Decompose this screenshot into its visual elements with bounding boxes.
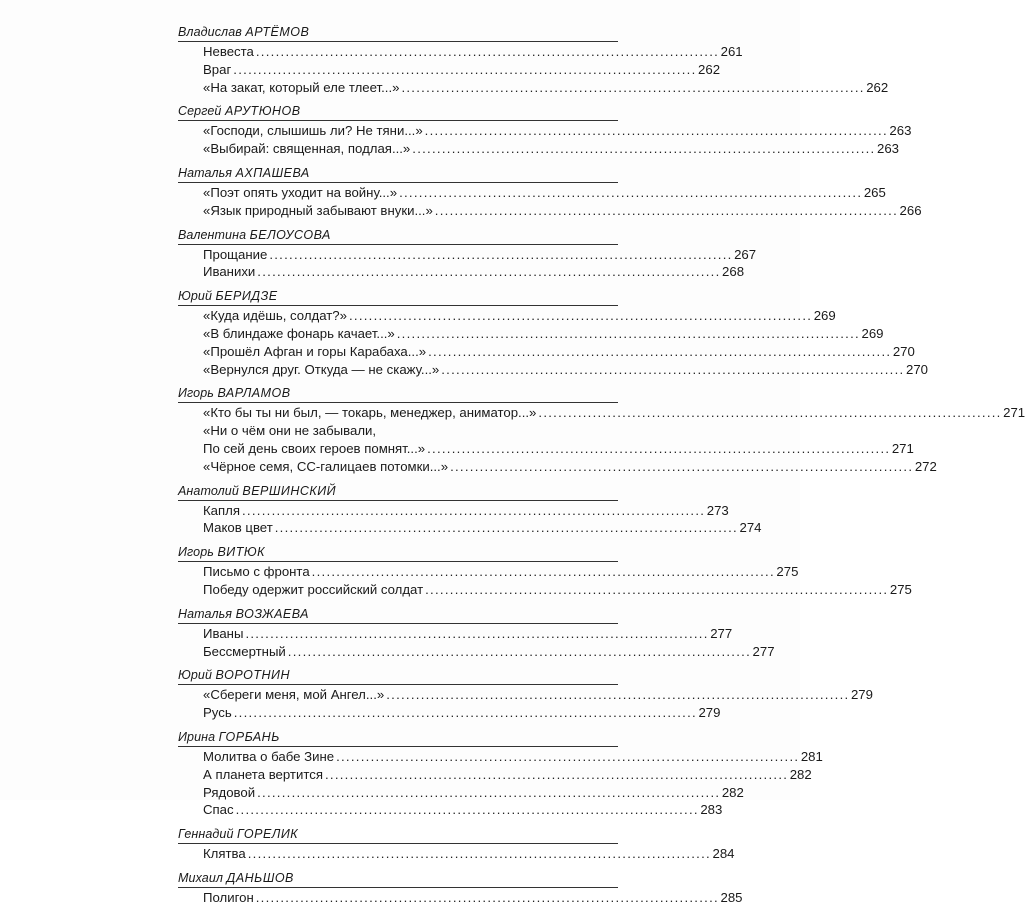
toc-entry-title: Невеста bbox=[203, 44, 254, 59]
toc-entry bbox=[203, 704, 721, 722]
toc-entry-title: Иваны bbox=[203, 625, 244, 641]
toc-entry-page-number: 270 bbox=[905, 361, 928, 377]
toc-entry bbox=[203, 801, 723, 819]
author-heading bbox=[178, 102, 618, 121]
toc-entry-title: Маков цвет bbox=[203, 520, 273, 536]
toc-entry-title: «В блиндаже фонарь качает...» bbox=[203, 325, 395, 341]
dot-leader bbox=[256, 889, 717, 907]
author-heading bbox=[178, 605, 618, 624]
dot-leader bbox=[397, 325, 858, 343]
table-of-contents bbox=[178, 23, 1025, 913]
author-last-name: ВИТЮК bbox=[217, 545, 265, 560]
author-section bbox=[178, 23, 889, 96]
author-section bbox=[178, 226, 757, 282]
toc-entry-page-number: 269 bbox=[813, 308, 836, 324]
author-section bbox=[178, 384, 1025, 475]
toc-entry-title: Враг bbox=[203, 61, 232, 77]
toc-entry bbox=[203, 889, 743, 907]
toc-entry-page-number: 279 bbox=[698, 705, 721, 721]
author-heading bbox=[178, 384, 618, 403]
toc-entry-title: Рядовой bbox=[203, 784, 256, 800]
toc-entry bbox=[203, 458, 937, 476]
toc-entry bbox=[203, 766, 812, 784]
toc-entry-page-number: 263 bbox=[889, 123, 912, 139]
toc-entry-title: Иванихи bbox=[203, 264, 256, 280]
author-last-name: ДАНЬШОВ bbox=[226, 870, 294, 885]
author-section bbox=[178, 543, 912, 599]
toc-entry bbox=[203, 643, 775, 661]
toc-entry-title: «Кто бы ты ни был, — токарь, менеджер, аниматор...» bbox=[203, 405, 537, 421]
toc-entry-page-number: 269 bbox=[861, 325, 884, 341]
author-first-name: Наталья bbox=[178, 606, 233, 621]
dot-leader bbox=[288, 643, 749, 661]
toc-entry-page-number: 275 bbox=[776, 564, 799, 580]
toc-entry-page-number: 261 bbox=[720, 44, 743, 59]
toc-entry bbox=[203, 43, 743, 61]
dot-leader bbox=[538, 404, 999, 422]
toc-entry-title: «Сбереги меня, мой Ангел...» bbox=[203, 687, 385, 703]
dot-leader bbox=[386, 686, 847, 704]
author-first-name: Наталья bbox=[178, 165, 233, 180]
toc-entry-page-number: 285 bbox=[720, 889, 743, 905]
toc-entry-title: «Выбирай: священная, подлая...» bbox=[203, 141, 411, 157]
dot-leader bbox=[257, 784, 718, 802]
toc-entry-page-number: 265 bbox=[863, 184, 886, 200]
dot-leader bbox=[450, 458, 911, 476]
author-heading bbox=[178, 482, 618, 501]
toc-entry-title: Бессмертный bbox=[203, 643, 286, 659]
toc-entry-page-number: 282 bbox=[789, 766, 812, 782]
dot-leader bbox=[412, 140, 873, 158]
toc-entry-page-number: 262 bbox=[866, 79, 889, 95]
dot-leader bbox=[349, 307, 810, 325]
toc-entry-page-number: 271 bbox=[891, 440, 914, 456]
author-first-name: Игорь bbox=[178, 386, 214, 401]
toc-entry-title: «Поэт опять уходит на войну...» bbox=[203, 184, 398, 200]
author-section bbox=[178, 102, 912, 158]
toc-entry bbox=[203, 361, 928, 379]
toc-entry-page-number: 270 bbox=[892, 343, 915, 359]
toc-entry bbox=[203, 61, 721, 79]
toc-entry-page-number: 262 bbox=[698, 61, 721, 77]
author-section bbox=[178, 164, 922, 220]
author-last-name: ВАРЛАМОВ bbox=[217, 386, 291, 401]
author-last-name: ВЕРШИНСКИЙ bbox=[242, 483, 337, 498]
dot-leader bbox=[236, 801, 697, 819]
author-section bbox=[178, 482, 762, 538]
author-first-name: Валентина bbox=[178, 227, 247, 242]
toc-entry-title: Капля bbox=[203, 502, 240, 518]
toc-entry-title: По сей день своих героев помнят...» bbox=[203, 440, 426, 456]
toc-entry-title: «Господи, слышишь ли? Не тяни...» bbox=[203, 123, 423, 139]
author-last-name: БЕРИДЗЕ bbox=[215, 289, 278, 304]
author-first-name: Сергей bbox=[178, 104, 222, 119]
toc-entry-title: Полигон bbox=[203, 889, 254, 905]
toc-entry bbox=[203, 845, 735, 863]
author-heading bbox=[178, 543, 618, 562]
toc-entry bbox=[203, 563, 799, 581]
author-last-name: АРУТЮНОВ bbox=[224, 104, 301, 119]
author-last-name: АХПАШЕВА bbox=[235, 165, 310, 180]
dot-leader bbox=[234, 704, 695, 722]
toc-entry bbox=[203, 79, 889, 97]
toc-entry bbox=[203, 263, 745, 281]
toc-entry bbox=[203, 440, 914, 458]
toc-entry-page-number: 272 bbox=[914, 458, 937, 474]
author-heading bbox=[178, 23, 618, 42]
author-section bbox=[178, 666, 873, 722]
toc-entry-title: «На закат, который еле тлеет...» bbox=[203, 79, 400, 95]
dot-leader bbox=[401, 79, 862, 97]
toc-entry-title: «Вернулся друг. Откуда — не скажу...» bbox=[203, 361, 440, 377]
dot-leader bbox=[428, 343, 889, 361]
toc-entry-page-number: 274 bbox=[739, 520, 762, 536]
dot-leader bbox=[425, 122, 886, 140]
author-section bbox=[178, 605, 775, 661]
toc-entry bbox=[203, 184, 886, 202]
toc-entry bbox=[203, 140, 900, 158]
author-last-name: АРТЁМОВ bbox=[245, 25, 310, 39]
author-section bbox=[178, 869, 743, 907]
author-heading bbox=[178, 825, 618, 844]
author-first-name: Юрий bbox=[178, 668, 213, 683]
dot-leader bbox=[245, 625, 706, 643]
dot-leader bbox=[269, 246, 730, 264]
author-heading bbox=[178, 666, 618, 685]
toc-entry bbox=[203, 502, 729, 520]
toc-entry bbox=[203, 307, 836, 325]
dot-leader bbox=[441, 361, 902, 379]
toc-entry-page-number: 263 bbox=[877, 141, 900, 157]
toc-entry-title: Русь bbox=[203, 705, 232, 721]
author-last-name: ВОЗЖАЕВА bbox=[235, 606, 310, 621]
toc-entry bbox=[203, 246, 757, 264]
toc-entry bbox=[203, 202, 922, 220]
toc-entry-page-number: 267 bbox=[734, 246, 757, 262]
toc-entry-title: Прощание bbox=[203, 246, 268, 262]
author-first-name: Геннадий bbox=[178, 827, 234, 842]
toc-entry bbox=[203, 343, 915, 361]
author-last-name: БЕЛОУСОВА bbox=[249, 227, 331, 242]
dot-leader bbox=[427, 440, 888, 458]
toc-entry-page-number: 266 bbox=[899, 202, 922, 218]
dot-leader bbox=[248, 845, 709, 863]
toc-entry-page-number: 284 bbox=[712, 846, 735, 862]
author-heading bbox=[178, 728, 618, 747]
dot-leader bbox=[257, 263, 718, 281]
toc-entry-title: Клятва bbox=[203, 846, 246, 862]
author-section bbox=[178, 728, 823, 819]
toc-entry bbox=[203, 784, 744, 802]
dot-leader bbox=[256, 43, 717, 61]
toc-entry bbox=[203, 581, 912, 599]
toc-entry-page-number: 283 bbox=[700, 802, 723, 818]
toc-entry-title: «Прошёл Афган и горы Карабаха...» bbox=[203, 343, 427, 359]
toc-entry-title: «Чёрное семя, СС-галицаев потомки...» bbox=[203, 458, 449, 474]
author-heading bbox=[178, 869, 618, 888]
toc-entry-page-number: 277 bbox=[710, 625, 733, 641]
author-section bbox=[178, 825, 735, 863]
dot-leader bbox=[312, 563, 773, 581]
dot-leader bbox=[275, 519, 736, 537]
toc-entry-title: Спас bbox=[203, 802, 234, 818]
toc-entry bbox=[203, 625, 733, 643]
toc-entry-title: Победу одержит российский солдат bbox=[203, 581, 424, 597]
dot-leader bbox=[435, 202, 896, 220]
toc-entry bbox=[203, 325, 884, 343]
toc-entry-title: «Язык природный забывают внуки...» bbox=[203, 202, 433, 218]
toc-entry bbox=[203, 404, 1025, 422]
author-first-name: Владислав bbox=[178, 25, 242, 39]
toc-entry bbox=[203, 686, 873, 704]
toc-entry-page-number: 281 bbox=[800, 748, 823, 764]
author-first-name: Михаил bbox=[178, 870, 224, 885]
toc-entry-page-number: 275 bbox=[889, 581, 912, 597]
author-heading bbox=[178, 164, 618, 183]
toc-entry-page-number: 277 bbox=[752, 643, 775, 659]
toc-entry-title-line: «Ни о чём они не забывали, bbox=[203, 423, 377, 439]
author-first-name: Ирина bbox=[178, 729, 216, 744]
author-first-name: Юрий bbox=[178, 289, 213, 304]
author-last-name: ВОРОТНИН bbox=[215, 668, 291, 683]
dot-leader bbox=[325, 766, 786, 784]
author-first-name: Игорь bbox=[178, 545, 214, 560]
dot-leader bbox=[336, 748, 797, 766]
author-heading bbox=[178, 226, 618, 245]
dot-leader bbox=[233, 61, 694, 79]
author-last-name: ГОРБАНЬ bbox=[218, 729, 280, 744]
toc-entry bbox=[203, 748, 823, 766]
toc-entry-title: «Куда идёшь, солдат?» bbox=[203, 308, 347, 324]
toc-entry-page-number: 279 bbox=[850, 687, 873, 703]
author-section bbox=[178, 287, 928, 378]
dot-leader bbox=[399, 184, 860, 202]
author-last-name: ГОРЕЛИК bbox=[237, 827, 299, 842]
toc-entry-page-number: 282 bbox=[721, 784, 744, 800]
toc-entry-page-number: 271 bbox=[1003, 405, 1025, 421]
toc-entry-page-number: 273 bbox=[706, 502, 729, 518]
toc-entry-title: Молитва о бабе Зине bbox=[203, 748, 335, 764]
toc-entry-title: Письмо с фронта bbox=[203, 564, 310, 580]
dot-leader bbox=[242, 502, 703, 520]
toc-entry bbox=[203, 122, 912, 140]
author-heading bbox=[178, 287, 618, 306]
author-first-name: Анатолий bbox=[178, 483, 239, 498]
toc-entry-title: А планета вертится bbox=[203, 766, 323, 782]
toc-entry-page-number: 268 bbox=[722, 264, 745, 280]
dot-leader bbox=[425, 581, 886, 599]
toc-entry bbox=[203, 519, 762, 537]
